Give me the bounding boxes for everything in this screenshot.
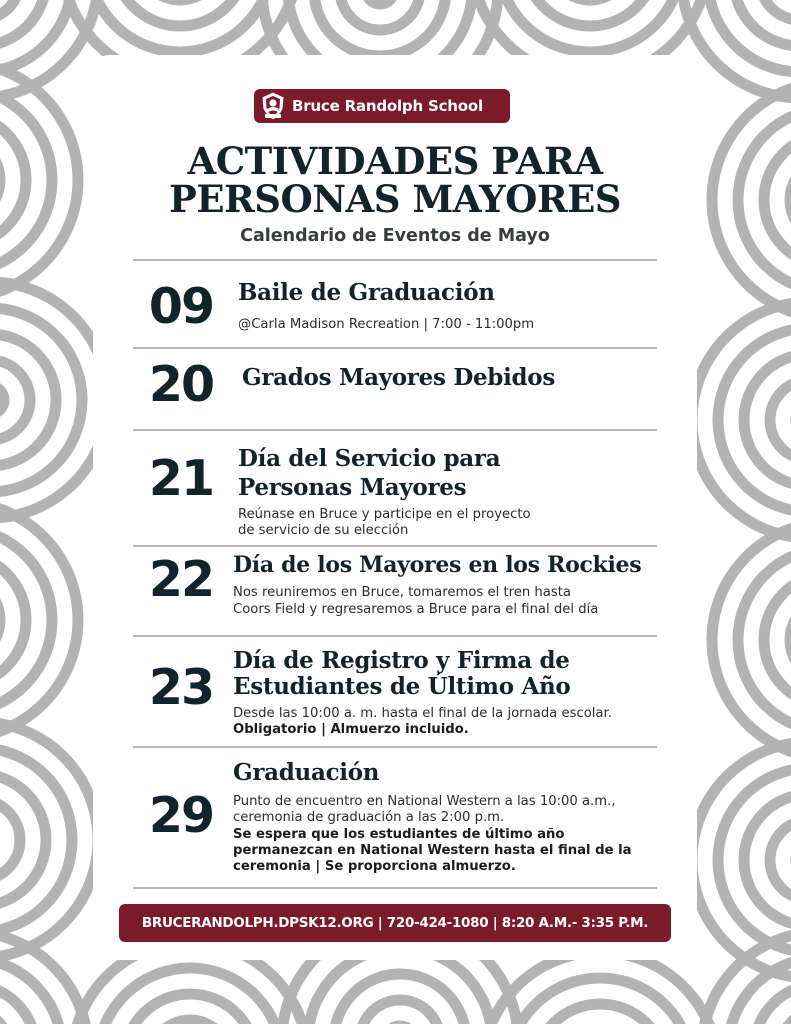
- event-title-line-1: Día del Servicio para: [238, 445, 501, 472]
- divider: [133, 635, 657, 637]
- divider: [133, 545, 657, 547]
- event-note-line-3: ceremonia | Se proporciona almuerzo.: [233, 859, 516, 874]
- swirl-ring: [760, 0, 791, 20]
- bruce-eagle-crest-icon: [256, 89, 290, 123]
- swirl-ring: [0, 800, 20, 880]
- divider: [133, 887, 657, 889]
- event-title: Día de los Mayores en los Rockies: [233, 552, 642, 578]
- swirl-ring: [780, 1010, 791, 1024]
- event-title: Grados Mayores Debidos: [242, 364, 555, 391]
- event-description-line-1: Reúnase en Bruce y participe en el proyecto: [238, 507, 531, 522]
- page-title-line-1: ACTIVIDADES PARA: [187, 139, 603, 183]
- event-title-line-1: Día de Registro y Firma de: [233, 647, 570, 674]
- page-title-line-2: PERSONAS MAYORES: [169, 177, 621, 221]
- event-title: Graduación: [233, 759, 380, 786]
- event-description-line-1: Punto de encuentro en National Western a las 10:00 a.m.,: [233, 794, 616, 809]
- swirl-ring: [150, 1020, 230, 1024]
- event-description-line-2: Coors Field y regresaremos a Bruce para el final del día: [233, 602, 599, 617]
- swirl-ring: [0, 0, 98, 98]
- event-day: 20: [148, 356, 214, 413]
- event-description-line-2: de servicio de su elección: [238, 523, 409, 538]
- event-description-line-1: Nos reuniremos en Bruce, tomaremos el tren hasta: [233, 585, 571, 600]
- swirl-ring: [0, 1010, 10, 1024]
- event-description: Desde las 10:00 a. m. hasta el final de la jornada escolar.: [233, 706, 612, 721]
- school-badge: [254, 89, 510, 123]
- event-title-line-2: Estudiantes de Último Año: [233, 673, 571, 700]
- divider: [133, 259, 657, 261]
- school-name: Bruce Randolph School: [292, 97, 483, 115]
- event-note: Obligatorio | Almuerzo incluido.: [233, 722, 469, 737]
- event-title: Baile de Graduación: [238, 279, 495, 306]
- event-day: 23: [148, 659, 214, 716]
- event-description-line-2: ceremonia de graduación a las 2:00 p.m.: [233, 810, 505, 825]
- event-note-line-2: permanezcan en National Western hasta el final de la: [233, 843, 632, 858]
- divider: [133, 746, 657, 748]
- event-day: 21: [148, 450, 214, 507]
- swirl-ring: [360, 1000, 440, 1024]
- divider: [133, 429, 657, 431]
- swirl-ring: [754, 984, 791, 1024]
- swirl-ring: [366, 0, 394, 4]
- event-note-line-1: Se espera que los estudiantes de último año: [233, 827, 565, 842]
- swirl-ring: [0, 386, 4, 414]
- swirl-ring: [770, 820, 791, 900]
- subtitle: Calendario de Eventos de Mayo: [240, 226, 550, 246]
- event-day: 09: [148, 278, 214, 335]
- swirl-ring: [0, 932, 88, 1024]
- event-day: 22: [148, 551, 214, 608]
- swirl-ring: [0, 0, 20, 20]
- contact-footer: BRUCERANDOLPH.DPSK12.ORG | 720-424-1080 | 8:20 A.M.- 3:35 P.M.: [119, 904, 671, 942]
- swirl-ring: [734, 0, 791, 46]
- divider: [133, 347, 657, 349]
- swirl-ring: [0, 984, 36, 1024]
- swirl-ring: [534, 1004, 666, 1024]
- event-title-line-2: Personas Mayores: [238, 474, 467, 501]
- event-day: 29: [148, 787, 214, 844]
- flyer-card: [93, 55, 697, 960]
- event-description: @Carla Madison Recreation | 7:00 - 11:00pm: [238, 317, 535, 332]
- swirl-ring: [770, 380, 791, 460]
